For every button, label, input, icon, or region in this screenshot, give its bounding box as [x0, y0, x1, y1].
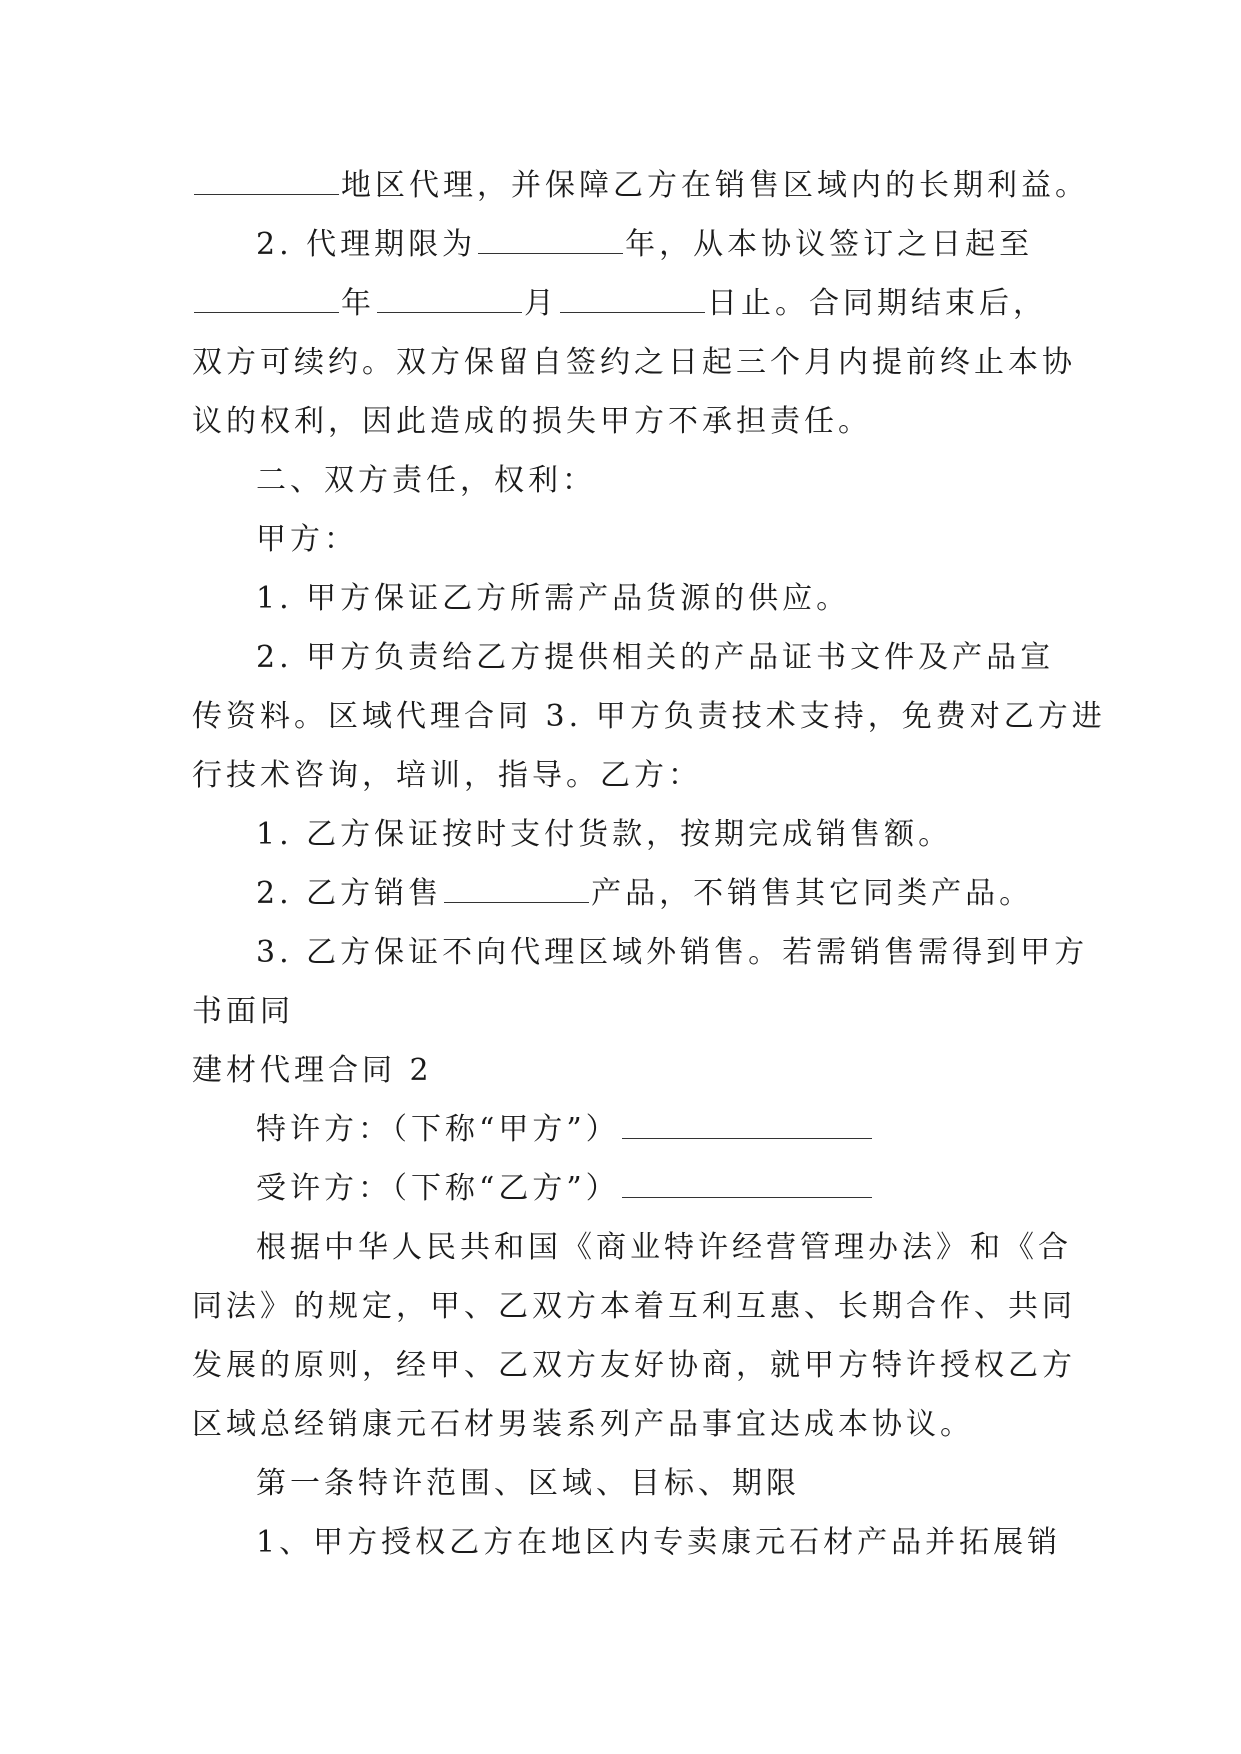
- text-line-20: 同法》的规定，甲、乙双方本着互利互惠、长期合作、共同: [192, 1289, 1076, 1324]
- blank-line: [194, 170, 339, 195]
- text-line-22: 区域总经销康元石材男装系列产品事宜达成本协议。: [192, 1407, 974, 1442]
- text-line-3: 年 月 日止。合同期结束后，: [192, 274, 1052, 333]
- blank-line: [377, 288, 522, 313]
- article-heading: 第一条特许范围、区域、目标、期限: [256, 1466, 800, 1501]
- franchisor-line: 特许方：（下称“甲方”）: [192, 1100, 1052, 1159]
- text-line-4: 双方可续约。双方保留自签约之日起三个月内提前终止本协: [192, 345, 1076, 380]
- franchisee-line: 受许方：（下称“乙方”）: [192, 1159, 1052, 1218]
- section-heading: 二、双方责任，权利：: [256, 463, 596, 498]
- text-line-1: 地区代理，并保障乙方在销售区域内的长期利益。: [192, 156, 1052, 215]
- blank-line: [194, 288, 339, 313]
- text-line-10: 传资料。区域代理合同 3. 甲方负责技术支持，免费对乙方进: [192, 699, 1106, 734]
- blank-line: [560, 288, 705, 313]
- contract-title: 建材代理合同 2: [192, 1053, 433, 1088]
- blank-line: [478, 229, 623, 254]
- text-line-8: 1. 甲方保证乙方所需产品货源的供应。: [256, 581, 851, 616]
- text-line-14: 3. 乙方保证不向代理区域外销售。若需销售需得到甲方: [256, 935, 1089, 970]
- text-line-15: 书面同: [192, 994, 294, 1029]
- text-line-19: 根据中华人民共和国《商业特许经营管理办法》和《合: [256, 1230, 1072, 1265]
- text-line-13: 2. 乙方销售 产品，不销售其它同类产品。: [256, 876, 1034, 911]
- text-line-24: 1、甲方授权乙方在地区内专卖康元石材产品并拓展销: [256, 1525, 1062, 1560]
- text-line-21: 发展的原则，经甲、乙双方友好协商，就甲方特许授权乙方: [192, 1348, 1076, 1383]
- blank-line: [622, 1173, 872, 1198]
- text-line-11: 行技术咨询，培训，指导。乙方：: [192, 758, 702, 793]
- blank-line: [622, 1114, 872, 1139]
- party-a-heading: 甲方：: [256, 522, 358, 557]
- blank-line: [444, 878, 589, 903]
- text-line-5: 议的权利，因此造成的损失甲方不承担责任。: [192, 404, 872, 439]
- document-page: [192, 156, 1106, 1572]
- text-line-9: 2. 甲方负责给乙方提供相关的产品证书文件及产品宣: [256, 640, 1055, 675]
- text-line-2: 2. 代理期限为 年，从本协议签订之日起至: [256, 227, 1034, 262]
- text-line-12: 1. 乙方保证按时支付货款，按期完成销售额。: [256, 817, 953, 852]
